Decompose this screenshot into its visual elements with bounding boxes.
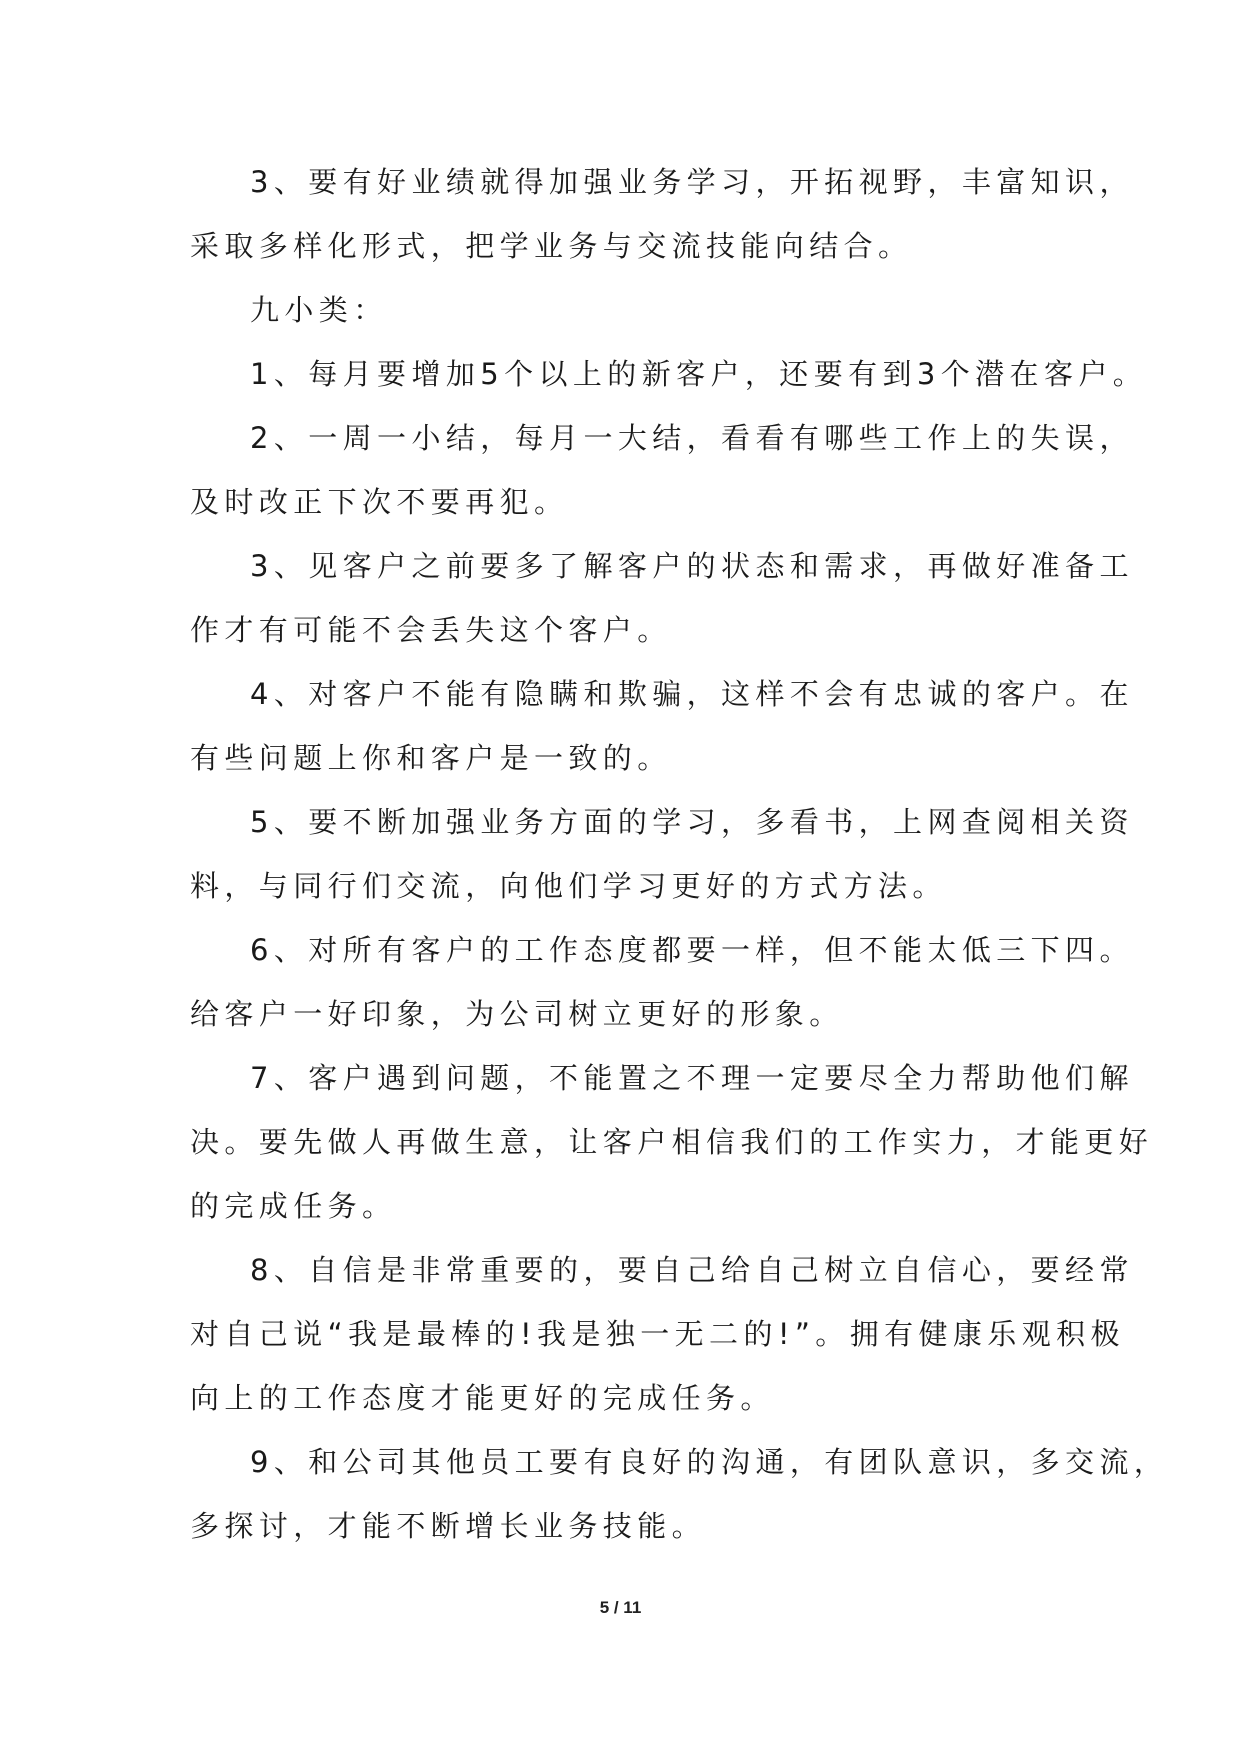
item-3-line-2: 作才有可能不会丢失这个客户。: [190, 613, 672, 647]
item-3-line-1: 3、见客户之前要多了解客户的状态和需求，再做好准备工: [250, 549, 1134, 583]
item-6-line-2: 给客户一好印象，为公司树立更好的形象。: [190, 997, 844, 1031]
item-8-line-3: 向上的工作态度才能更好的完成任务。: [190, 1381, 775, 1415]
item-9-line-2: 多探讨，才能不断增长业务技能。: [190, 1509, 707, 1543]
item-8-line-2: 对自己说“我是最棒的!我是独一无二的!”。拥有健康乐观积极: [190, 1317, 1125, 1351]
item-4-line-1: 4、对客户不能有隐瞒和欺骗，这样不会有忠诚的客户。在: [250, 677, 1134, 711]
item-7-line-2: 决。要先做人再做生意，让客户相信我们的工作实力，才能更好: [190, 1125, 1154, 1159]
page-number: 5 / 11: [599, 1598, 642, 1617]
item-4-line-2: 有些问题上你和客户是一致的。: [190, 741, 672, 775]
item-8-line-1: 8、自信是非常重要的，要自己给自己树立自信心，要经常: [250, 1253, 1134, 1287]
paragraph-3-line-1: 3、要有好业绩就得加强业务学习，开拓视野，丰富知识，: [250, 165, 1134, 199]
item-1-line-1: 1、每月要增加5个以上的新客户，还要有到3个潜在客户。: [250, 357, 1148, 391]
item-6-line-1: 6、对所有客户的工作态度都要一样，但不能太低三下四。: [250, 933, 1134, 967]
paragraph-3-line-2: 采取多样化形式，把学业务与交流技能向结合。: [190, 229, 913, 263]
item-2-line-2: 及时改正下次不要再犯。: [190, 485, 569, 519]
item-7-line-1: 7、客户遇到问题，不能置之不理一定要尽全力帮助他们解: [250, 1061, 1134, 1095]
item-7-line-3: 的完成任务。: [190, 1189, 397, 1223]
item-5-line-1: 5、要不断加强业务方面的学习，多看书，上网查阅相关资: [250, 805, 1134, 839]
document-body: [190, 150, 1169, 1558]
item-9-line-1: 9、和公司其他员工要有良好的沟通，有团队意识，多交流，: [250, 1445, 1169, 1479]
item-2-line-1: 2、一周一小结，每月一大结，看看有哪些工作上的失误，: [250, 421, 1134, 455]
item-5-line-2: 料，与同行们交流，向他们学习更好的方式方法。: [190, 869, 947, 903]
section-heading-nine-categories: 九小类：: [250, 293, 388, 327]
